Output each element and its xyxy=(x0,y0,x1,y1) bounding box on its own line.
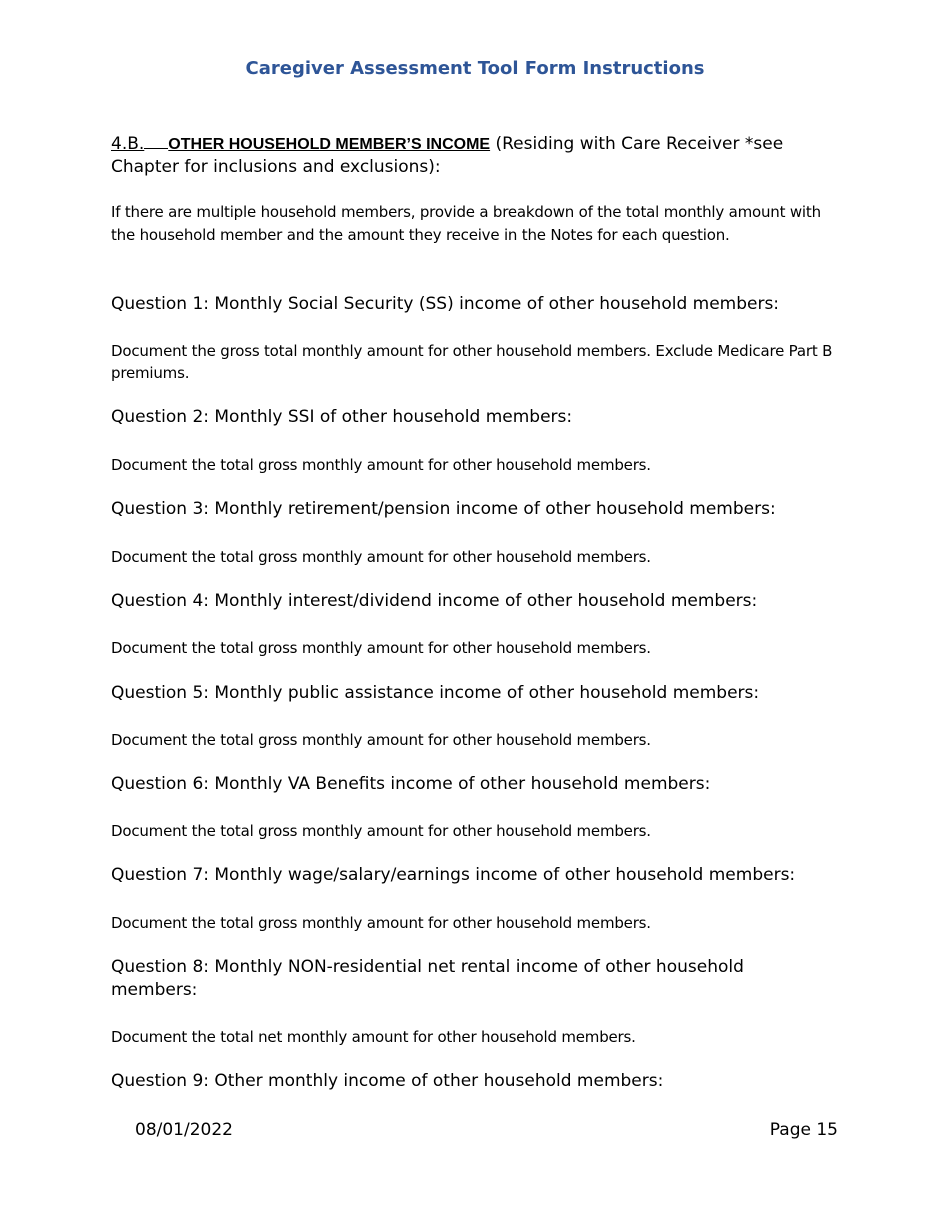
question-6: Question 6: Monthly VA Benefits income of other household members: xyxy=(111,774,711,794)
question-7: Question 7: Monthly wage/salary/earnings income of other household members: xyxy=(111,865,796,885)
section-intro: If there are multiple household members, provide a breakdown of the total monthly amount with the household member and the amount they receive in the Notes for each question. xyxy=(111,203,821,244)
instruction-8: Document the total net monthly amount for other household members. xyxy=(111,1028,636,1046)
page-number: Page 15 xyxy=(769,1120,838,1140)
section-name: OTHER HOUSEHOLD MEMBER’S INCOME xyxy=(168,136,491,153)
instruction-2: Document the total gross monthly amount for other household members. xyxy=(111,456,651,474)
question-5: Question 5: Monthly public assistance income of other household members: xyxy=(111,683,760,703)
section-underline-gap xyxy=(144,147,168,149)
question-4: Question 4: Monthly interest/dividend income of other household members: xyxy=(111,591,758,611)
instruction-3: Document the total gross monthly amount for other household members. xyxy=(111,548,651,566)
section-qualifier: (Residing with Care Receiver *see Chapter for inclusions and exclusions): xyxy=(111,134,784,177)
question-8: Question 8: Monthly NON-residential net rental income of other household members: xyxy=(111,957,744,1000)
document-title: Caregiver Assessment Tool Form Instructions xyxy=(245,58,705,79)
instruction-1: Document the gross total monthly amount for other household members. Exclude Medicare Part B premiums. xyxy=(111,342,833,382)
question-2: Question 2: Monthly SSI of other household members: xyxy=(111,407,573,427)
question-9: Question 9: Other monthly income of other household members: xyxy=(111,1071,664,1091)
instruction-7: Document the total gross monthly amount for other household members. xyxy=(111,914,651,932)
section-heading xyxy=(111,133,841,179)
section-number: 4.B. xyxy=(111,134,145,154)
question-3: Question 3: Monthly retirement/pension income of other household members: xyxy=(111,499,776,519)
instruction-4: Document the total gross monthly amount for other household members. xyxy=(111,639,651,657)
page-content xyxy=(111,133,841,1091)
footer-date: 08/01/2022 xyxy=(135,1120,233,1140)
instruction-5: Document the total gross monthly amount for other household members. xyxy=(111,731,651,749)
question-1: Question 1: Monthly Social Security (SS) income of other household members: xyxy=(111,294,780,314)
instruction-6: Document the total gross monthly amount for other household members. xyxy=(111,822,651,840)
